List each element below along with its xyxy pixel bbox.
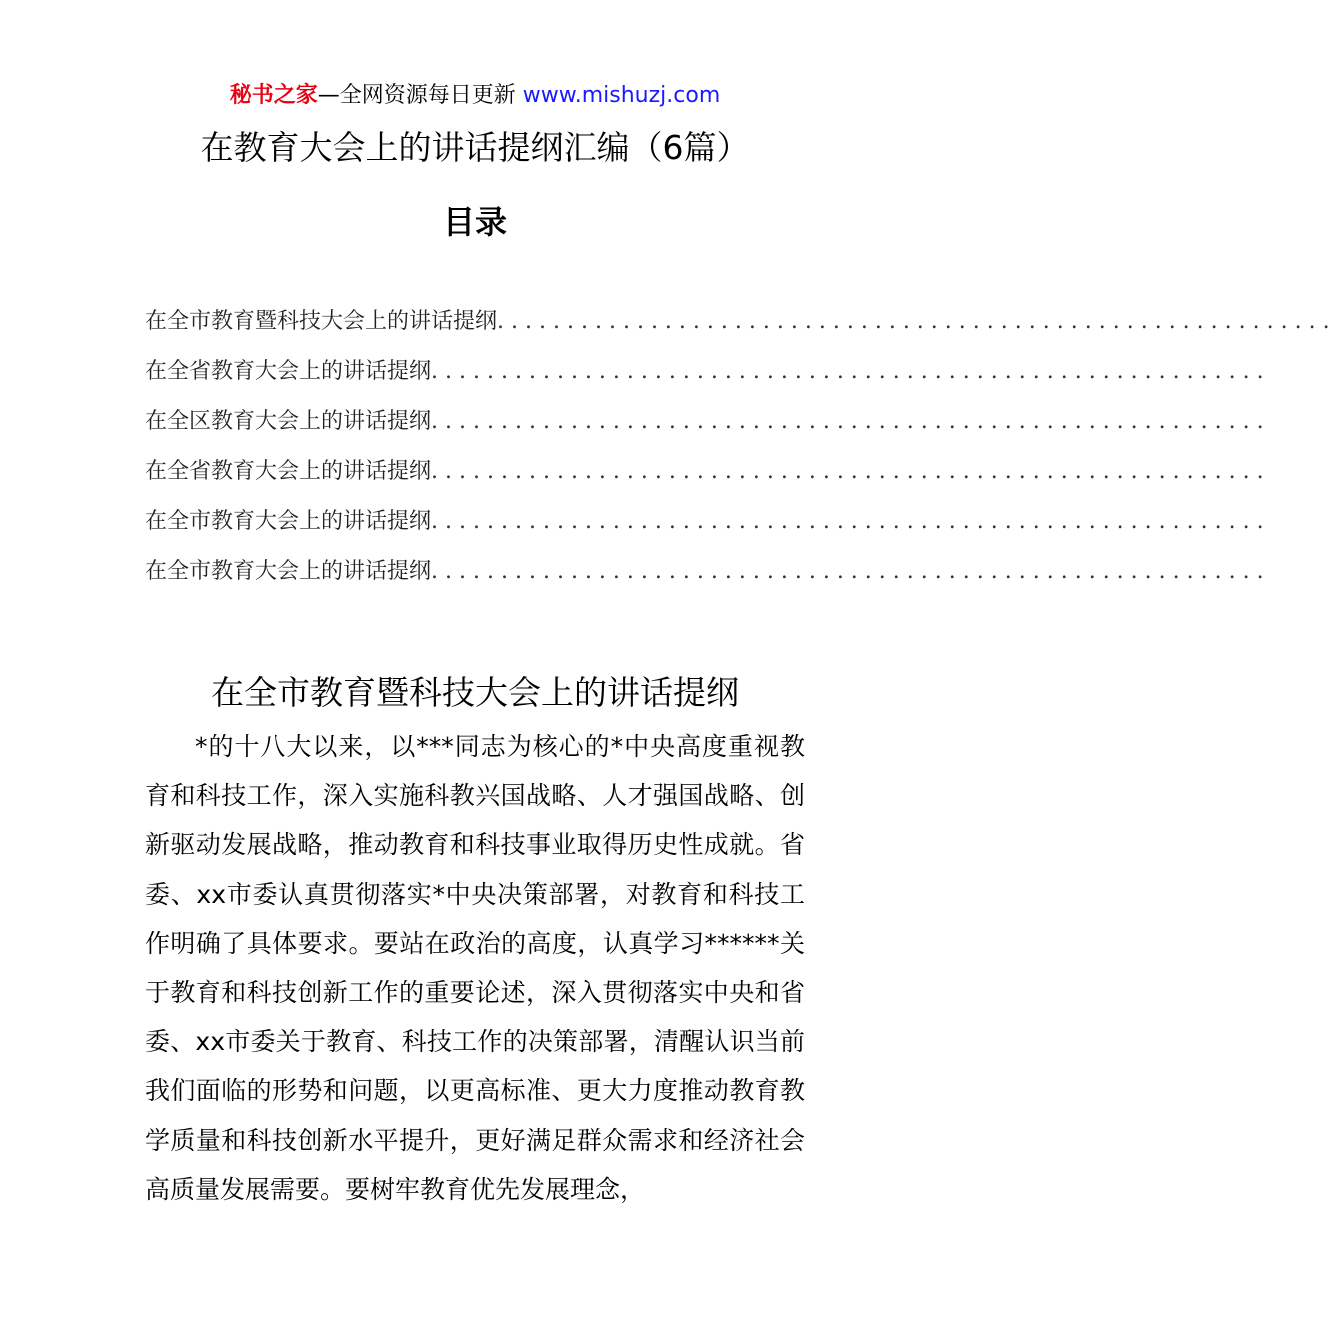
toc-leader-dots: ............................................................ [431,459,1271,484]
toc-entry-label: 在全省教育大会上的讲话提纲 [145,359,432,384]
toc-entry-label: 在全市教育大会上的讲话提纲 [145,509,432,534]
toc-entry[interactable] [145,452,1271,502]
section-title: 在全市教育暨科技大会上的讲话提纲 [211,673,739,712]
site-tagline: —全网资源每日更新 [317,83,523,108]
section-body-paragraph: *的十八大以来，以***同志为核心的*中央高度重视教育和科技工作，深入实施科教兴国战略、人才强国战略、创新驱动发展战略，推动教育和科技事业取得历史性成就。省委、xx市委认真贯彻落实*中央决策部署，对教育和科技工作明确了具体要求。要站在政治的高度，认真学习******关于教育和科技创新工作的重要论述，深入贯彻落实中央和省委、xx市委关于教育、科技工作的决策部署，清醒认识当前我们面临的形势和问题，以更高标准、更大力度推动教育教学质量和科技创新水平提升，更好满足群众需求和经济社会高质量发展需要。要树牢教育优先发展理念， [145,732,805,1204]
toc-entry[interactable] [145,302,1337,352]
toc-entry-label: 在全区教育大会上的讲话提纲 [145,409,432,434]
toc-leader-dots: ............................................................ [431,359,1271,384]
toc-leader-dots: ............................................................ [431,409,1271,434]
toc-entry-label: 在全市教育大会上的讲话提纲 [145,559,432,584]
toc-entry[interactable] [145,552,1271,602]
site-header [0,80,950,112]
table-of-contents [145,302,1337,602]
toc-leader-dots: ............................................................ [431,559,1271,584]
toc-heading: 目录 [442,203,507,241]
toc-entry-label: 在全市教育暨科技大会上的讲话提纲 [145,309,498,334]
site-url-link[interactable]: www.mishuzj.com [522,83,721,108]
toc-leader-dots: ............................................................ [431,509,1271,534]
site-brand: 秘书之家 [229,83,318,108]
document-title: 在教育大会上的讲话提纲汇编（6篇） [200,128,750,167]
toc-entry-label: 在全省教育大会上的讲话提纲 [145,459,432,484]
toc-leader-dots: ............................................................ [497,309,1337,334]
toc-entry[interactable] [145,402,1271,452]
toc-entry[interactable] [145,502,1271,552]
toc-entry[interactable] [145,352,1271,402]
